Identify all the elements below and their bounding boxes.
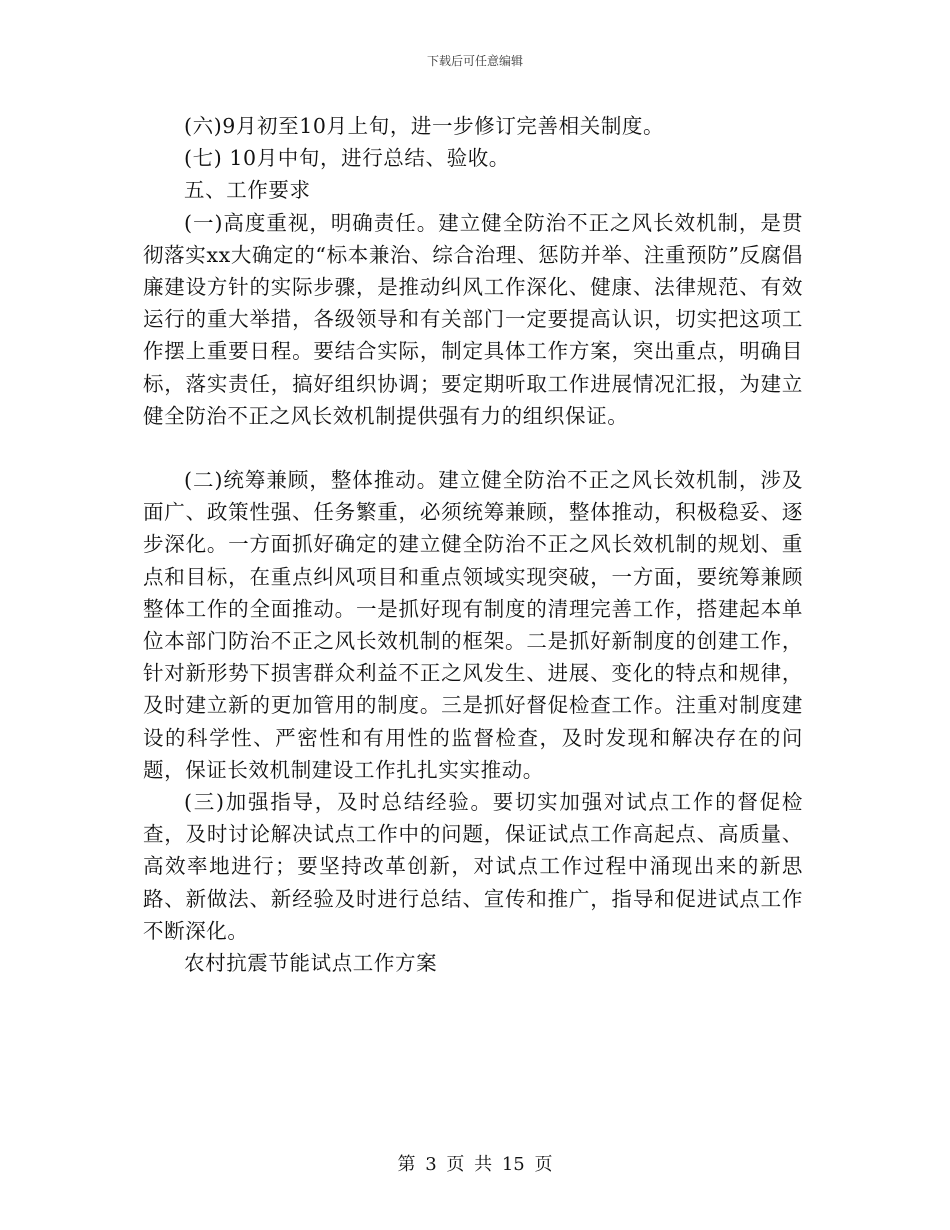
paragraph-schedule-6: (六)9月初至10月上旬，进一步修订完善相关制度。 [184, 114, 665, 138]
paragraph-requirement-2: (二)统筹兼顾，整体推动。建立健全防治不正之风长效机制，涉及面广、政策性强、任务繁重，必须统筹兼顾，整体推动，积极稳妥、逐步深化。一方面抓好确定的建立健全防治不正之风长效机制的规划、重点和目标，在重点纠风项目和重点领域实现突破，一方面，要统筹兼顾整体工作的全面推动。一是抓好现有制度的清理完善工作，搭建起本单位本部门防治不正之风长效机制的框架。二是抓好新制度的创建工作，针对新形势下损害群众利益不正之风发生、进展、变化的特点和规律，及时建立新的更加管用的制度。三是抓好督促检查工作。注重对制度建设的科学性、严密性和有用性的监督检查，及时发现和解决存在的问题，保证长效机制建设工作扎扎实实推动。 [143, 468, 803, 782]
page-header: 下载后可任意编辑 [426, 54, 523, 68]
page-number-footer: 第 3 页 共 15 页 [397, 1154, 553, 1175]
section-heading-requirements: 五、工作要求 [184, 178, 311, 203]
document-body [143, 110, 803, 979]
next-document-title: 农村抗震节能试点工作方案 [184, 951, 438, 976]
paragraph-requirement-1: (一)高度重视，明确责任。建立健全防治不正之风长效机制，是贯彻落实xx大确定的“标本兼治、综合治理、惩防并举、注重预防”反腐倡廉建设方针的实际步骤，是推动纠风工作深化、健康、法律规范、有效运行的重大举措，各级领导和有关部门一定要提高认识，切实把这项工作摆上重要日程。要结合实际，制定具体工作方案，突出重点，明确目标，落实责任，搞好组织协调；要定期听取工作进展情况汇报，为建立健全防治不正之风长效机制提供强有力的组织保证。 [143, 210, 803, 428]
paragraph-requirement-3: (三)加强指导，及时总结经验。要切实加强对试点工作的督促检查，及时讨论解决试点工作中的问题，保证试点工作高起点、高质量、高效率地进行；要坚持改革创新，对试点工作过程中涌现出来的新思路、新做法、新经验及时进行总结、宣传和推广，指导和促进试点工作不断深化。 [143, 790, 803, 943]
paragraph-schedule-7: (七) 10月中旬，进行总结、验收。 [184, 146, 510, 171]
